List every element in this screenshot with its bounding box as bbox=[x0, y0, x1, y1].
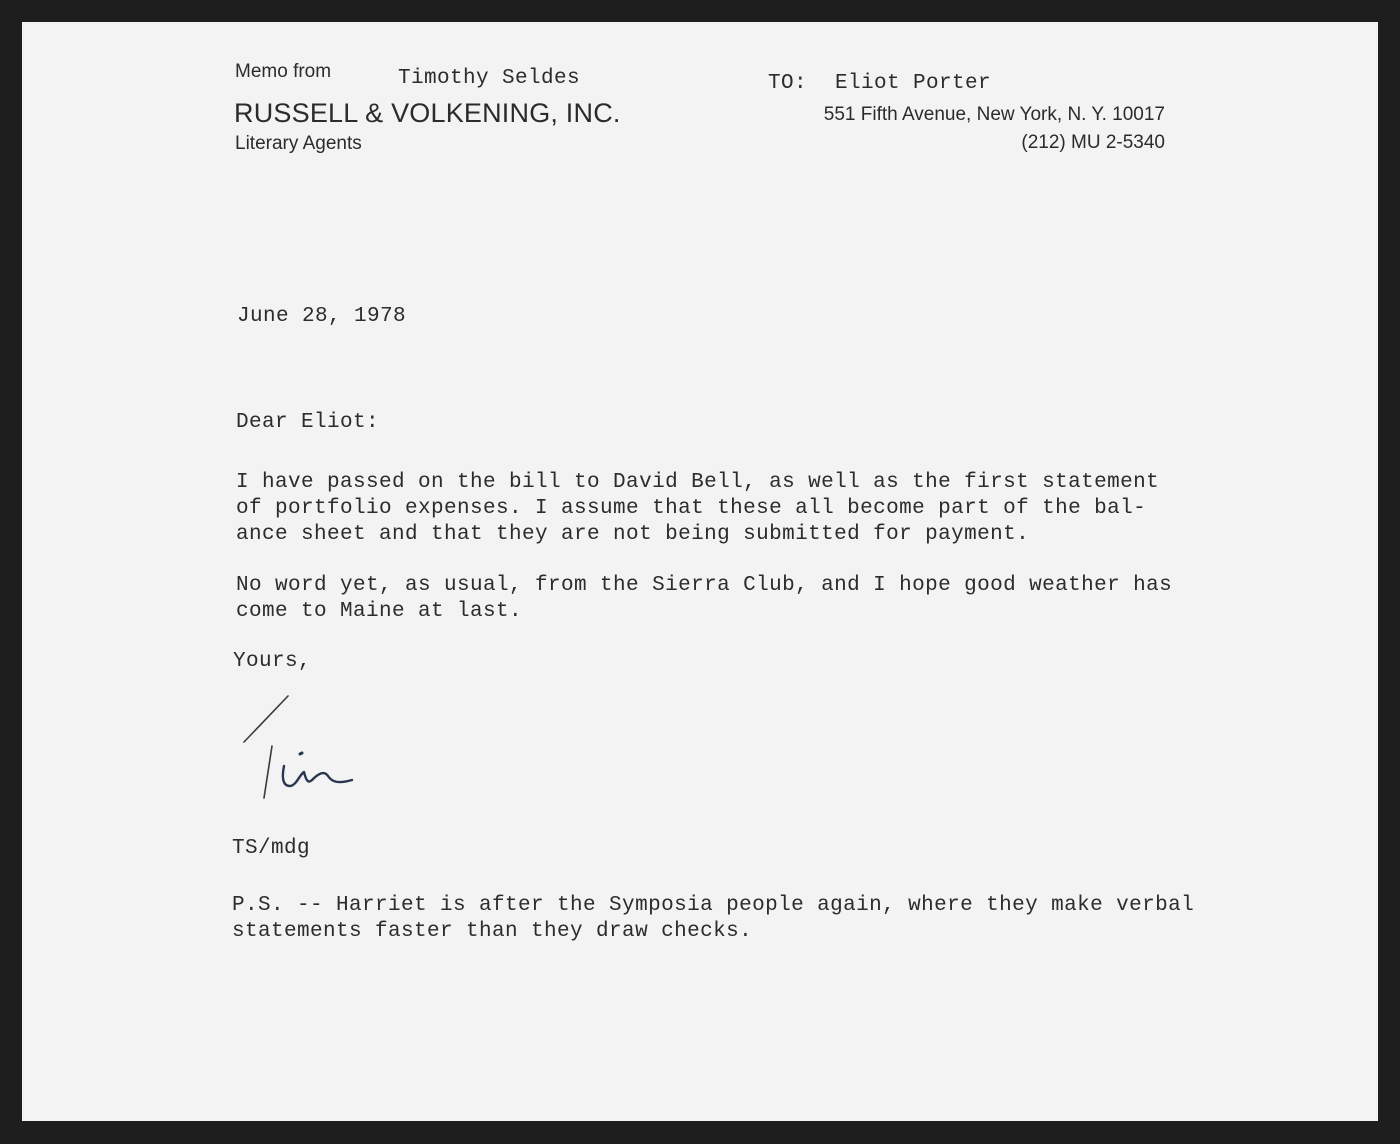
paragraph-line: come to Maine at last. bbox=[236, 600, 523, 623]
letter-page bbox=[22, 22, 1378, 1121]
memo-from-label: Memo from bbox=[235, 61, 332, 82]
closing: Yours, bbox=[233, 650, 312, 673]
paragraph-line: I have passed on the bill to David Bell, as well as the first statement bbox=[236, 471, 1160, 494]
body-paragraph-1 bbox=[236, 470, 1159, 548]
company-phone: (212) MU 2-5340 bbox=[1021, 132, 1165, 153]
paragraph-line: of portfolio expenses. I assume that these all become part of the bal- bbox=[236, 497, 1147, 520]
postscript-line: P.S. -- Harriet is after the Symposia people again, where they make verbal bbox=[232, 894, 1195, 917]
paragraph-line: ance sheet and that they are not being submitted for payment. bbox=[236, 523, 1030, 546]
postscript bbox=[232, 893, 1194, 945]
paragraph-line: No word yet, as usual, from the Sierra Club, and I hope good weather has bbox=[236, 574, 1173, 597]
salutation: Dear Eliot: bbox=[236, 411, 380, 434]
company-name: RUSSELL & VOLKENING, INC. bbox=[234, 98, 621, 128]
recipient-label: TO: bbox=[768, 72, 808, 95]
company-address: 551 Fifth Avenue, New York, N. Y. 10017 bbox=[823, 104, 1165, 125]
body-paragraph-2 bbox=[236, 573, 1172, 625]
postscript-line: statements faster than they draw checks. bbox=[232, 920, 753, 943]
recipient-name: Eliot Porter bbox=[835, 72, 992, 95]
company-tagline: Literary Agents bbox=[235, 133, 362, 154]
handwritten-signature bbox=[238, 690, 368, 810]
letter-date: June 28, 1978 bbox=[237, 305, 407, 328]
typist-initials: TS/mdg bbox=[232, 837, 311, 860]
sender-name: Timothy Seldes bbox=[398, 67, 581, 90]
